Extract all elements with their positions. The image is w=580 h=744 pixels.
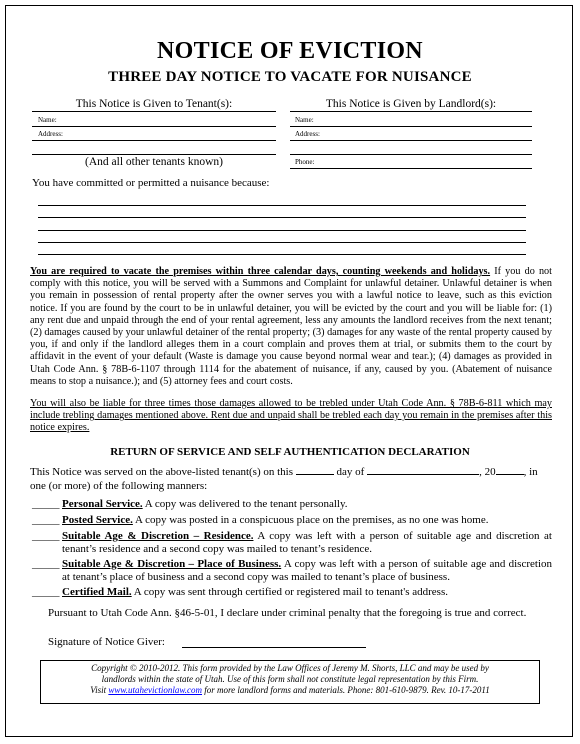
landlord-name-label: Name:: [295, 116, 314, 124]
tenant-name-field[interactable]: [32, 126, 276, 127]
signature-field[interactable]: [182, 647, 366, 648]
served-day-field[interactable]: [296, 474, 334, 475]
service-method-row: [32, 558, 552, 584]
tenant-address-field-2[interactable]: [32, 154, 276, 155]
landlord-phone-label: Phone:: [295, 158, 315, 166]
served-year-field[interactable]: [496, 474, 524, 475]
service-method-checkbox[interactable]: _____: [32, 530, 60, 542]
nuisance-prompt: You have committed or permitted a nuisance because:: [32, 177, 270, 189]
service-method-row: [32, 514, 552, 527]
served-text-b: day of: [336, 466, 365, 478]
tenant-others-note: (And all other tenants known): [85, 156, 223, 168]
service-method-description: A copy was delivered to the tenant personally.: [142, 498, 348, 510]
service-method-checkbox[interactable]: _____: [32, 514, 60, 526]
copyright-box: [40, 660, 540, 704]
notice-bold: You are required to vacate the premises within three calendar days, counting weekends and holidays.: [30, 266, 491, 277]
service-method-title: Suitable Age & Discretion – Place of Business.: [62, 558, 282, 570]
tenant-name-label: Name:: [38, 116, 57, 124]
page-subtitle: THREE DAY NOTICE TO VACATE FOR NUISANCE: [108, 69, 472, 85]
notice-paragraph: [30, 266, 552, 388]
service-method-description: A copy was left with a person of suitable age and discretion at tenant’s residence and a second copy was mailed to tenant’s residence.: [62, 530, 552, 555]
tenant-heading-rule: [32, 111, 276, 112]
service-method-text: [62, 530, 552, 556]
service-method-description: A copy was posted in a conspicuous place on the premises, as no one was home.: [132, 514, 489, 526]
served-line-2: one (or more) of the following manners:: [30, 480, 208, 492]
service-method-row: [32, 530, 552, 556]
tenant-address-label: Address:: [38, 130, 63, 138]
declaration-text: Pursuant to Utah Code Ann. §46-5-01, I declare under criminal penalty that the foregoing is true and correct.: [48, 607, 527, 619]
service-heading: RETURN OF SERVICE AND SELF AUTHENTICATION DECLARATION: [110, 446, 470, 458]
service-method-title: Suitable Age & Discretion – Residence.: [62, 530, 254, 542]
service-method-row: [32, 586, 552, 599]
landlord-address-field[interactable]: [290, 140, 532, 141]
landlord-name-field[interactable]: [290, 126, 532, 127]
served-month-field[interactable]: [367, 474, 479, 475]
landlord-phone-field[interactable]: [290, 168, 532, 169]
service-method-row: [32, 498, 552, 511]
signature-label: Signature of Notice Giver:: [48, 636, 165, 648]
service-method-text: [62, 558, 552, 584]
copyright-line-3-rest: for more landlord forms and materials. Phone: 801-610-9879. Rev. 10-17-2011: [202, 685, 490, 695]
copyright-line-1: Copyright © 2010-2012. This form provided by the Law Offices of Jeremy M. Shorts, LLC and may be used by: [91, 663, 489, 673]
page-title: NOTICE OF EVICTION: [157, 38, 423, 64]
nuisance-line[interactable]: [38, 205, 526, 206]
landlord-address-label: Address:: [295, 130, 320, 138]
service-method-text: [62, 586, 552, 599]
served-text-c: , 20: [479, 466, 496, 478]
landlord-heading-rule: [290, 111, 532, 112]
visit-text: Visit: [90, 685, 109, 695]
copyright-line-2: landlords within the state of Utah. Use of this form shall not constitute legal representation by this Firm.: [101, 674, 479, 684]
service-method-text: [62, 498, 552, 511]
service-method-checkbox[interactable]: _____: [32, 586, 60, 598]
nuisance-line[interactable]: [38, 242, 526, 243]
service-method-title: Certified Mail.: [62, 586, 132, 598]
copyright-line-3: [41, 685, 539, 696]
service-method-description: A copy was left with a person of suitable age and discretion at tenant’s place of business and a second copy was mailed to tenant’s place of business.: [62, 558, 553, 583]
tenant-address-field[interactable]: [32, 140, 276, 141]
website-link[interactable]: www.utahevictionlaw.com: [108, 685, 203, 695]
service-method-description: A copy was sent through certified or registered mail to tenant's address.: [131, 586, 448, 598]
nuisance-line[interactable]: [38, 230, 526, 231]
landlord-address-field-2[interactable]: [290, 154, 532, 155]
nuisance-line[interactable]: [38, 217, 526, 218]
treble-paragraph: You will also be liable for three times those damages allowed to be trebled under Utah Code Ann. § 78B-6-811 which may include trebling damages mentioned above. Rent due and unpaid shall be trebled each day you remain in the premises after this notice expires.: [30, 398, 552, 434]
service-method-text: [62, 514, 552, 527]
service-method-title: Posted Service.: [62, 514, 133, 526]
service-method-checkbox[interactable]: _____: [32, 558, 60, 570]
nuisance-line[interactable]: [38, 254, 526, 255]
served-text-d: , in: [523, 466, 538, 478]
service-method-checkbox[interactable]: _____: [32, 498, 60, 510]
landlord-heading: This Notice is Given by Landlord(s):: [325, 98, 497, 110]
service-method-title: Personal Service.: [62, 498, 143, 510]
served-line: [30, 466, 552, 479]
served-text-a: This Notice was served on the above-listed tenant(s) on this: [30, 466, 294, 478]
tenant-heading: This Notice is Given to Tenant(s):: [75, 98, 233, 110]
notice-rest: If you do not comply with this notice, you will be served with a Summons and Complaint for unlawful detainer. Unlawful detainer is when you remain in possession of rental property after the owner serves you with a lawful notice to leave, such as this eviction notice. If you are found by the court to be in unlawful detainer, you will be evicted by the court and you will be liable for: (1) any rent due and unpaid through the end of your rental agreement, less any amounts the landlord receives from the next tenant; (2) damages caused by your unlawful detainer of the rental property; (3) damages for any waste of the rental property caused by you, if and only if the landlord alleges them in a court complain and proves them at trial, or submits them to the court by affidavit in the event of your default (Waste is damage you cause beyond normal wear and tear.); (4) damages as provided in Utah Code Ann. § 78B-6-1107 through 1114 for the abatement of nuisance, if any, caused by you. (Abatement of nuisance means to stop a nuisance.); and (5) attorney fees and court costs.: [30, 266, 552, 387]
